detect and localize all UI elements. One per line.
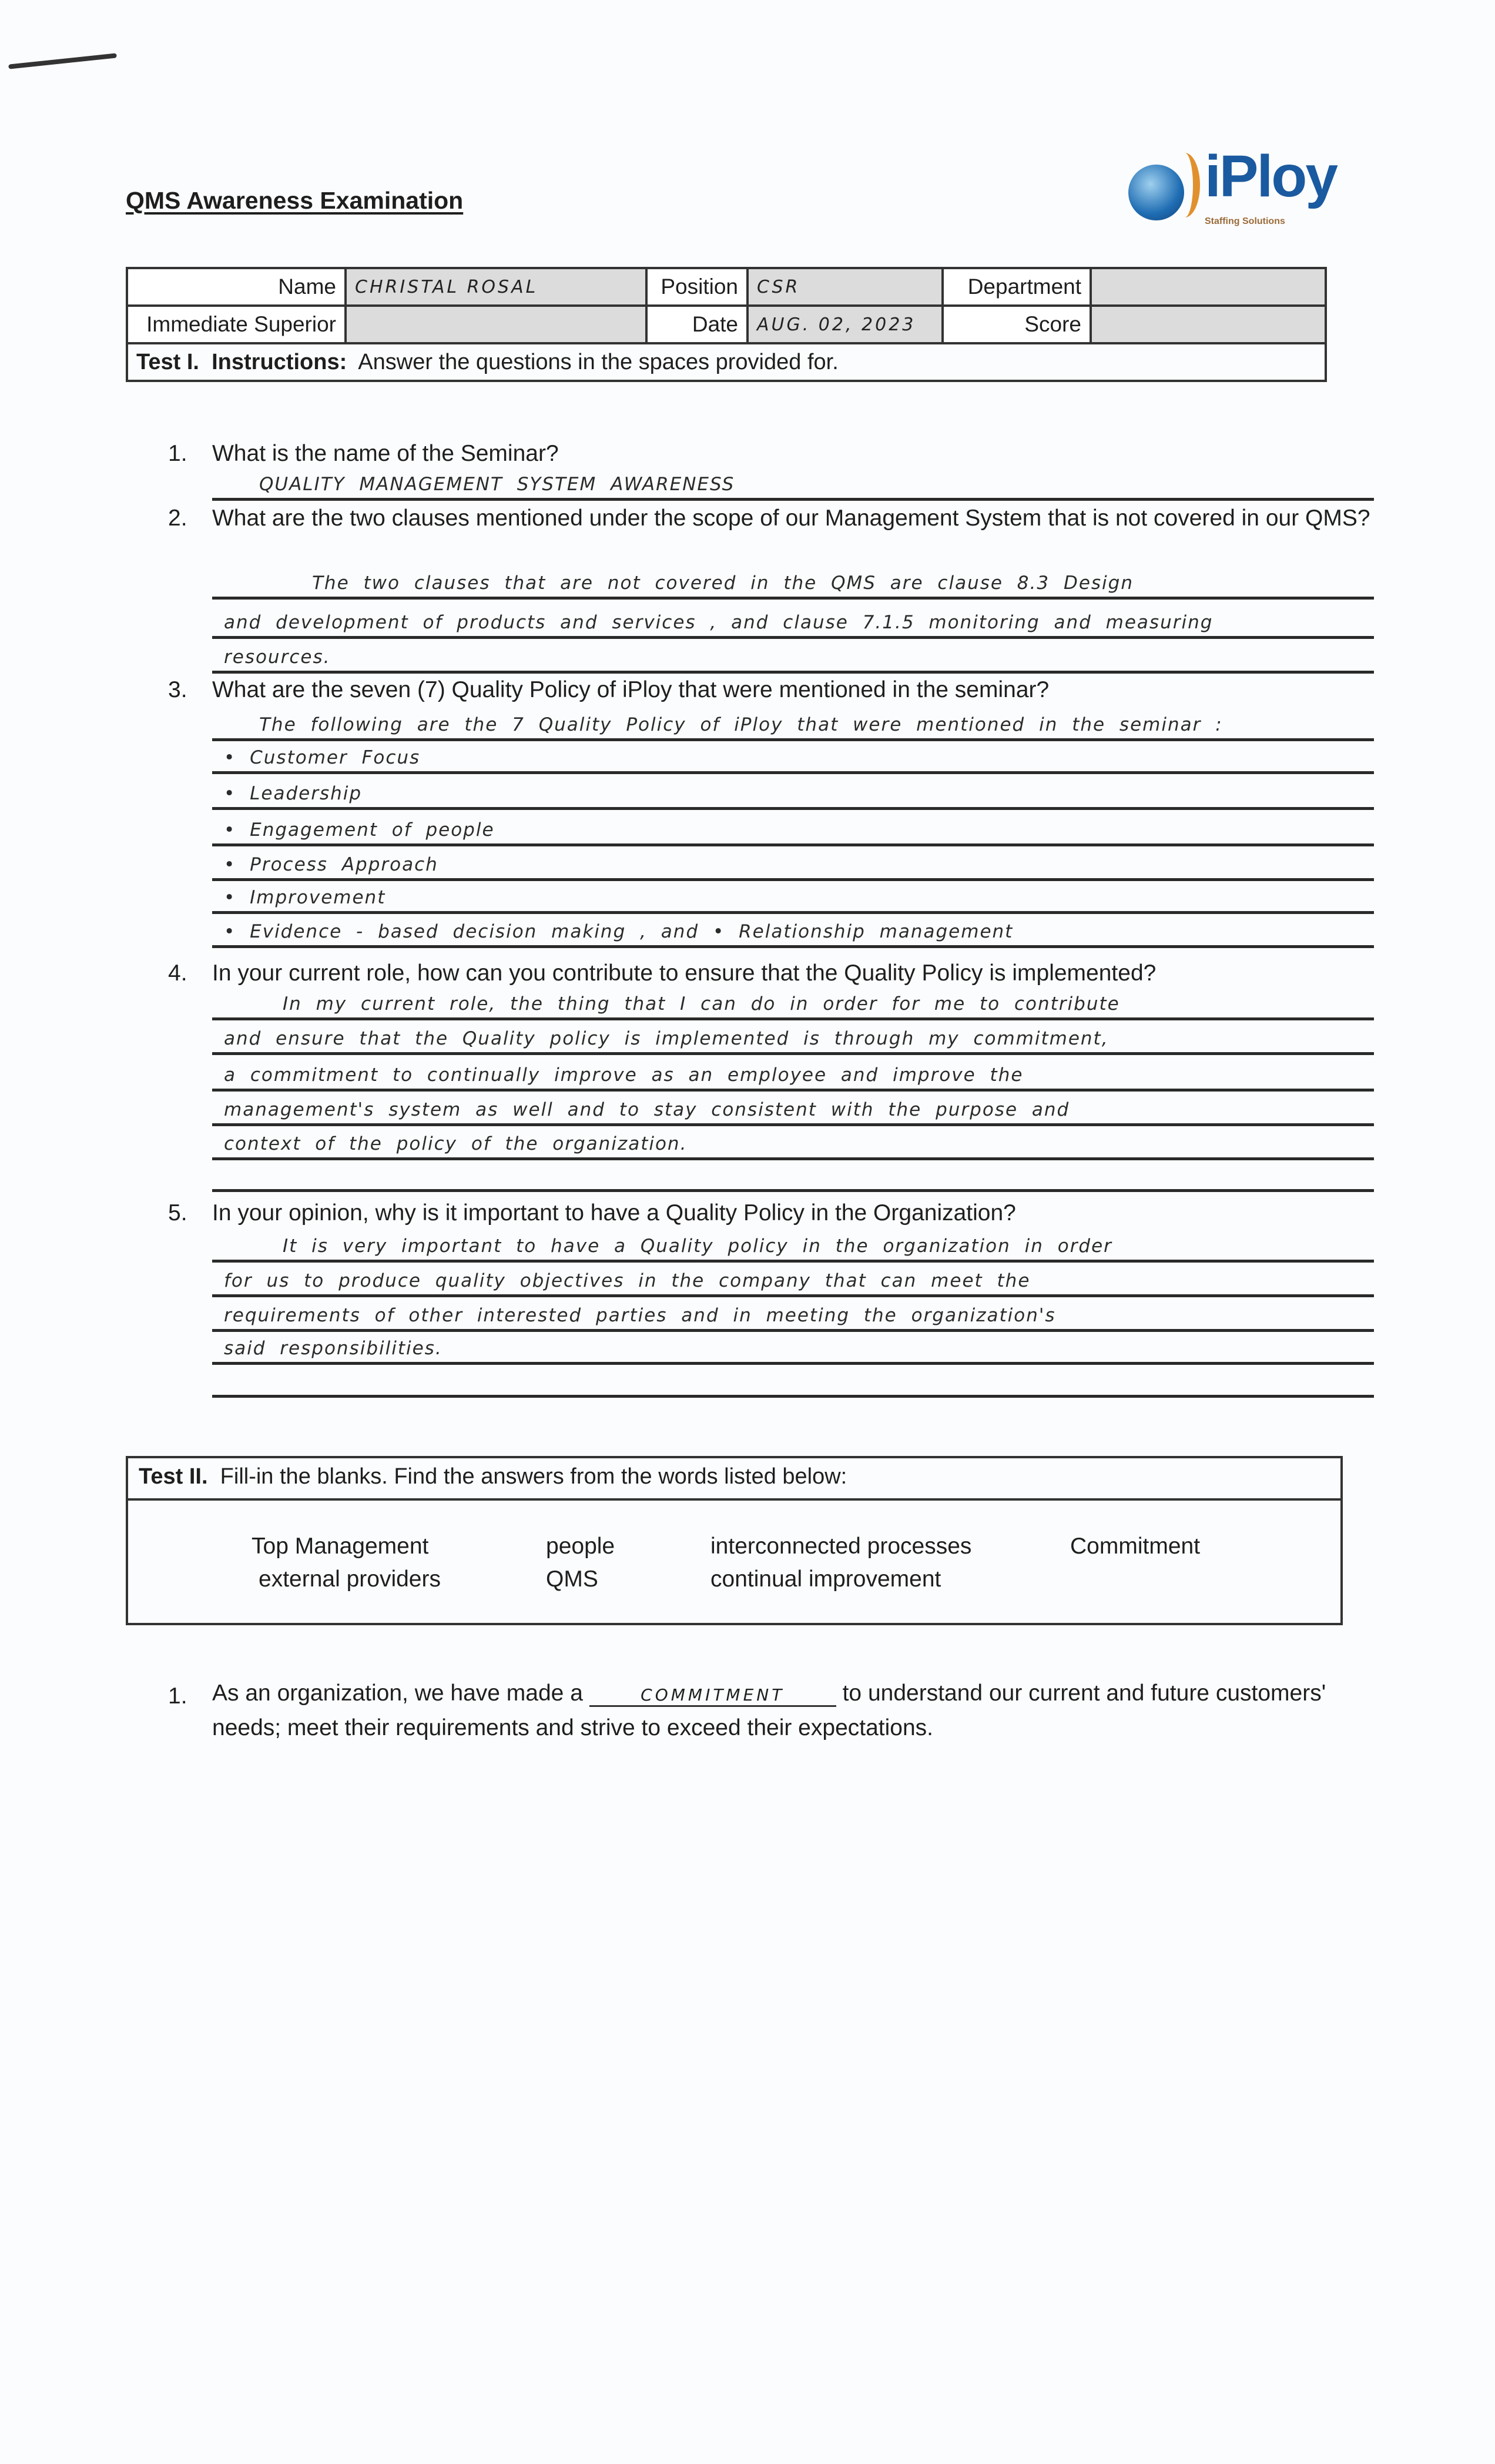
question-text: What are the two clauses mentioned under the scope of our Management System that is not covered in our QMS? — [212, 505, 1370, 531]
date-label: Date — [646, 306, 748, 343]
position-label: Position — [646, 268, 748, 306]
question-number: 2. — [168, 505, 187, 531]
iploy-logo — [1117, 141, 1363, 235]
page-title: QMS Awareness Examination — [126, 187, 464, 214]
question-number: 3. — [168, 677, 187, 702]
question-number: 4. — [168, 960, 187, 986]
word-bank-item: QMS — [546, 1566, 598, 1592]
position-field[interactable]: CSR — [748, 268, 943, 306]
question-number: 5. — [168, 1200, 187, 1226]
answer-line[interactable] — [212, 738, 1374, 774]
word-bank-item: external providers — [259, 1566, 441, 1592]
answer-line[interactable] — [212, 1019, 1374, 1055]
instructions-label: Instructions: — [212, 349, 347, 374]
answer-line[interactable] — [212, 985, 1374, 1020]
test2-q1 — [212, 1676, 1387, 1745]
word-bank-item: interconnected processes — [710, 1534, 972, 1559]
answer-line[interactable] — [212, 465, 1374, 501]
question-text: What are the seven (7) Quality Policy of iPloy that were mentioned in the seminar? — [212, 677, 1050, 702]
answer-line[interactable] — [212, 1056, 1374, 1092]
handwritten-answer: • Engagement of people — [224, 819, 495, 841]
answer-line[interactable] — [212, 705, 1374, 741]
word-bank-item: continual improvement — [710, 1566, 941, 1592]
answer-line[interactable] — [212, 912, 1374, 948]
department-field[interactable] — [1091, 268, 1326, 306]
word-bank-item: Commitment — [1070, 1534, 1201, 1559]
handwritten-answer: requirements of other interested parties and in meeting the organization's — [224, 1304, 1056, 1326]
department-label: Department — [943, 268, 1091, 306]
swoosh-icon — [1169, 153, 1200, 217]
answer-line[interactable] — [212, 845, 1374, 881]
handwritten-answer: • Process Approach — [224, 853, 438, 875]
examinee-info-table — [126, 267, 1327, 382]
superior-field[interactable] — [346, 306, 646, 343]
word-bank-item: Top Management — [252, 1534, 429, 1559]
test1-instructions — [127, 343, 1326, 381]
answer-line[interactable] — [212, 1090, 1374, 1126]
handwritten-answer: The following are the 7 Quality Policy of iPloy that were mentioned in the seminar : — [259, 714, 1223, 735]
handwritten-answer: resources. — [224, 646, 331, 668]
logo-tagline: Staffing Solutions — [1205, 216, 1285, 226]
word-bank-item: people — [546, 1534, 615, 1559]
handwritten-answer: said responsibilities. — [224, 1337, 443, 1359]
answer-line[interactable] — [212, 878, 1374, 914]
answer-line[interactable] — [212, 774, 1374, 810]
test2-q1-blank[interactable]: COMMITMENT — [589, 1685, 836, 1707]
answer-line[interactable] — [212, 1296, 1374, 1332]
handwritten-answer: • Customer Focus — [224, 746, 421, 768]
handwritten-answer: and ensure that the Quality policy is implemented is through my commitment, — [224, 1027, 1109, 1049]
logo-wordmark: iPloy — [1205, 143, 1336, 209]
handwritten-answer: It is very important to have a Quality policy in the organization in order — [283, 1235, 1112, 1257]
handwritten-answer: and development of products and services , and clause 7.1.5 monitoring and measuring — [224, 611, 1214, 633]
handwritten-answer: In my current role, the thing that I can do in order for me to contribute — [283, 993, 1120, 1015]
answer-line[interactable] — [212, 1329, 1374, 1365]
test2-instructions: Fill-in the blanks. Find the answers from the words listed below: — [220, 1464, 847, 1489]
handwritten-answer: The two clauses that are not covered in the QMS are clause 8.3 Design — [312, 572, 1134, 594]
superior-label: Immediate Superior — [127, 306, 346, 343]
test2-q1-before: As an organization, we have made a — [212, 1680, 583, 1706]
instructions-text: Answer the questions in the spaces provided for. — [358, 349, 839, 374]
answer-line[interactable] — [212, 1227, 1374, 1263]
handwritten-answer: a commitment to continually improve as an employee and improve the — [224, 1064, 1024, 1086]
question-text: In your opinion, why is it important to have a Quality Policy in the Organization? — [212, 1200, 1016, 1226]
handwritten-answer: QUALITY MANAGEMENT SYSTEM AWARENESS — [259, 473, 735, 495]
test2-q1-number: 1. — [168, 1683, 187, 1709]
handwritten-answer: • Leadership — [224, 782, 363, 804]
answer-line[interactable] — [212, 638, 1374, 674]
handwritten-answer: • Evidence - based decision making , and • Relationship management — [224, 920, 1014, 942]
test2-title: Test II. — [139, 1464, 208, 1489]
handwritten-answer: for us to produce quality objectives in the company that can meet the — [224, 1270, 1031, 1291]
score-field[interactable] — [1091, 306, 1326, 343]
test2-header — [128, 1458, 1340, 1501]
answer-line[interactable] — [212, 1362, 1374, 1398]
pen-mark — [8, 53, 117, 69]
answer-line[interactable] — [212, 1261, 1374, 1297]
question-text: In your current role, how can you contribute to ensure that the Quality Policy is implemented? — [212, 960, 1157, 986]
test1-title: Test I. — [136, 349, 199, 374]
answer-line[interactable] — [212, 1124, 1374, 1160]
name-label: Name — [127, 268, 346, 306]
date-field[interactable]: AUG. 02, 2023 — [748, 306, 943, 343]
name-field[interactable]: CHRISTAL ROSAL — [346, 268, 646, 306]
question-number: 1. — [168, 441, 187, 466]
answer-line[interactable] — [212, 811, 1374, 846]
score-label: Score — [943, 306, 1091, 343]
handwritten-answer: • Improvement — [224, 886, 386, 908]
answer-line[interactable] — [212, 603, 1374, 639]
answer-line[interactable] — [212, 1156, 1374, 1192]
test2-q1-after: to understand our current and future customers' — [842, 1680, 1326, 1706]
test2-box — [126, 1456, 1343, 1625]
question-text: What is the name of the Seminar? — [212, 441, 559, 466]
handwritten-answer: context of the policy of the organization. — [224, 1133, 688, 1154]
handwritten-answer: management's system as well and to stay consistent with the purpose and — [224, 1099, 1070, 1120]
test2-q1-line2: needs; meet their requirements and strive to exceed their expectations. — [212, 1715, 933, 1740]
answer-line[interactable] — [212, 564, 1374, 600]
